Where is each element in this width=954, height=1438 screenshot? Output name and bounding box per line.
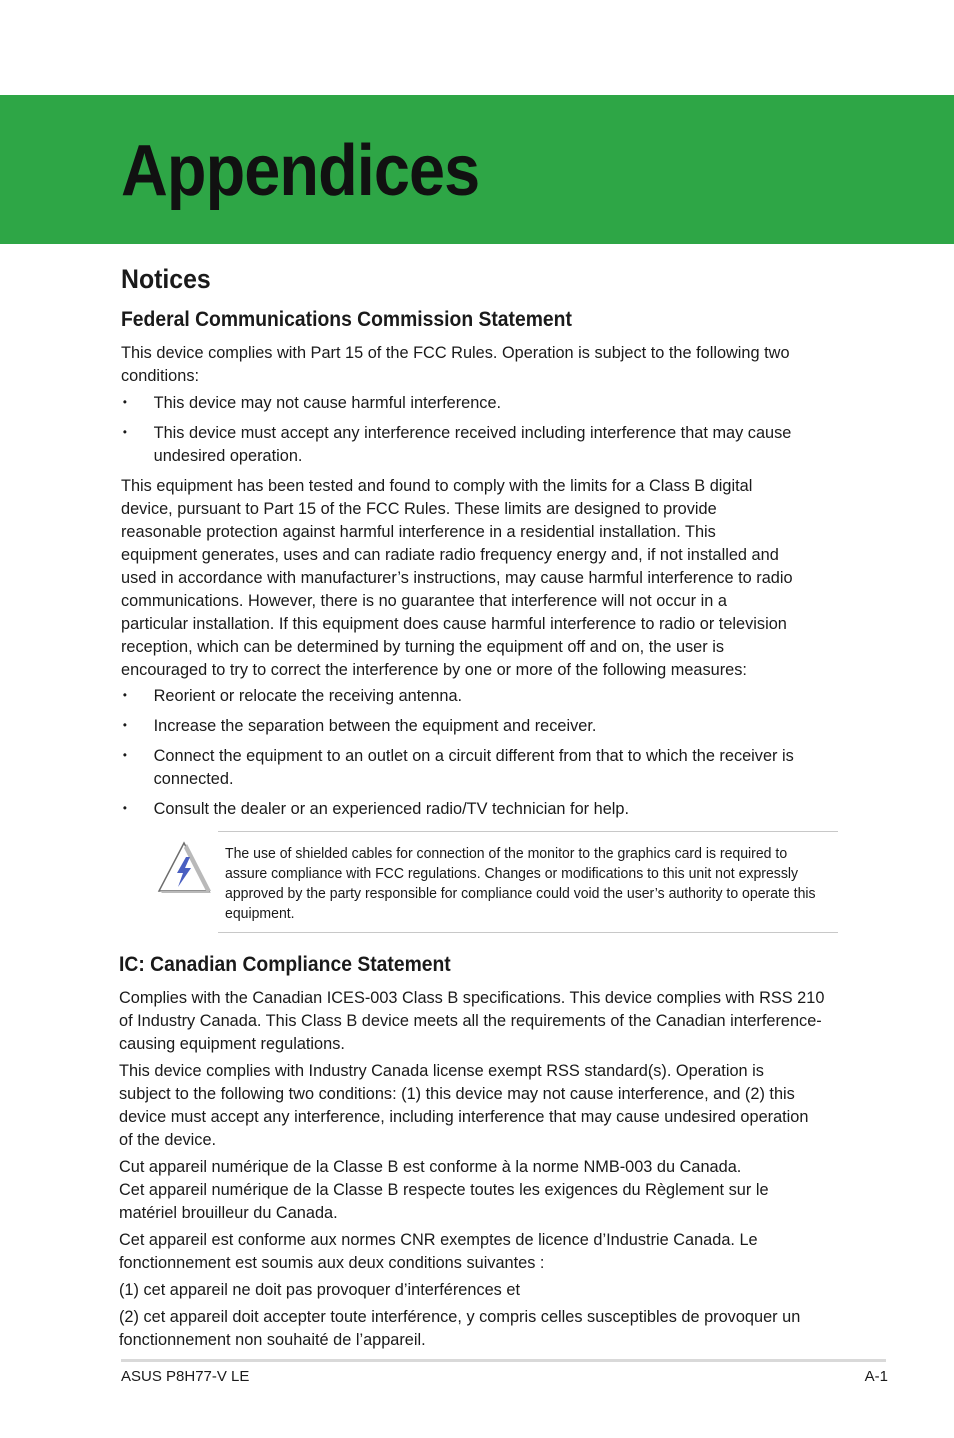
list-item: • Increase the separation between the equipment and receiver. <box>121 714 835 737</box>
note-text: The use of shielded cables for connection of the monitor to the graphics card is required to assure compliance with FCC regulations. Changes or modifications to this unit not expressly approved by the party responsible for compliance could void the user’s authority to operate this equipment. <box>225 846 816 922</box>
note-box <box>218 831 838 933</box>
list-item: • Connect the equipment to an outlet on a circuit different from that to which the receiver is connected. <box>121 744 845 790</box>
warning-lightning-icon <box>156 840 212 894</box>
ic-paragraph-5: (1) cet appareil ne doit pas provoquer d’interférences et <box>119 1280 520 1299</box>
fcc-section <box>121 307 839 820</box>
list-item: • Consult the dealer or an experienced radio/TV technician for help. <box>121 797 835 820</box>
notices-heading: Notices <box>121 264 211 294</box>
footer-product: ASUS P8H77-V LE <box>121 1368 250 1385</box>
chapter-title: Appendices <box>121 131 480 211</box>
list-item: • Reorient or relocate the receiving antenna. <box>121 684 835 707</box>
ic-paragraph-6: (2) cet appareil doit accepter toute interférence, y compris celles susceptibles de provoquer un fonctionnement non souhaité de l’appareil. <box>119 1307 801 1349</box>
fcc-heading: Federal Communications Commission Statement <box>121 308 572 331</box>
list-item: • This device may not cause harmful interference. <box>121 391 835 414</box>
fcc-body: This equipment has been tested and found to comply with the limits for a Class B digital device, pursuant to Part 15 of the FCC Rules. These limits are designed to provide reasonable protection against harmful interference in a residential installation. This equipment generates, uses and can radiate radio frequency energy and, if not installed and used in accordance with manufacturer’s instructions, may cause harmful interference to radio communications. However, there is no guarantee that interference will not occur in a particular installation. If this equipment does cause harmful interference to radio or television reception, which can be determined by turning the equipment off and on, the user is encouraged to try to correct the interference by one or more of the following measures: <box>121 476 793 679</box>
ic-paragraph-2: This device complies with Industry Canada license exempt RSS standard(s). Operation is subject to the following two conditions: (1) this device may not cause interference, and (2) this device must accept any interference, including interference that may cause undesired operation of the device. <box>119 1061 809 1149</box>
notices-heading-wrap <box>121 264 839 294</box>
ic-paragraph-3b: Cet appareil numérique de la Classe B respecte toutes les exigences du Règlement sur le matériel brouilleur du Canada. <box>119 1180 769 1222</box>
ic-paragraph-3a: Cut appareil numérique de la Classe B est conforme à la norme NMB-003 du Canada. <box>119 1157 742 1176</box>
list-item: • This device must accept any interference received including interference that may cause undesired operation. <box>121 421 835 467</box>
fcc-measures-list <box>121 684 839 820</box>
footer-divider <box>121 1359 886 1362</box>
ic-section <box>119 952 837 1351</box>
ic-paragraph-1: Complies with the Canadian ICES-003 Class B specifications. This device complies with RSS 210 of Industry Canada. This Class B device meets all the requirements of the Canadian interference-causing equipment regulations. <box>119 988 825 1053</box>
fcc-conditions-list <box>121 391 839 467</box>
ic-heading: IC: Canadian Compliance Statement <box>119 953 451 976</box>
ic-paragraph-4: Cet appareil est conforme aux normes CNR exemptes de licence d’Industrie Canada. Le fonctionnement est soumis aux deux conditions suivantes : <box>119 1230 758 1272</box>
fcc-intro: This device complies with Part 15 of the FCC Rules. Operation is subject to the following two conditions: <box>121 343 790 385</box>
page-number: A-1 <box>864 1368 888 1385</box>
